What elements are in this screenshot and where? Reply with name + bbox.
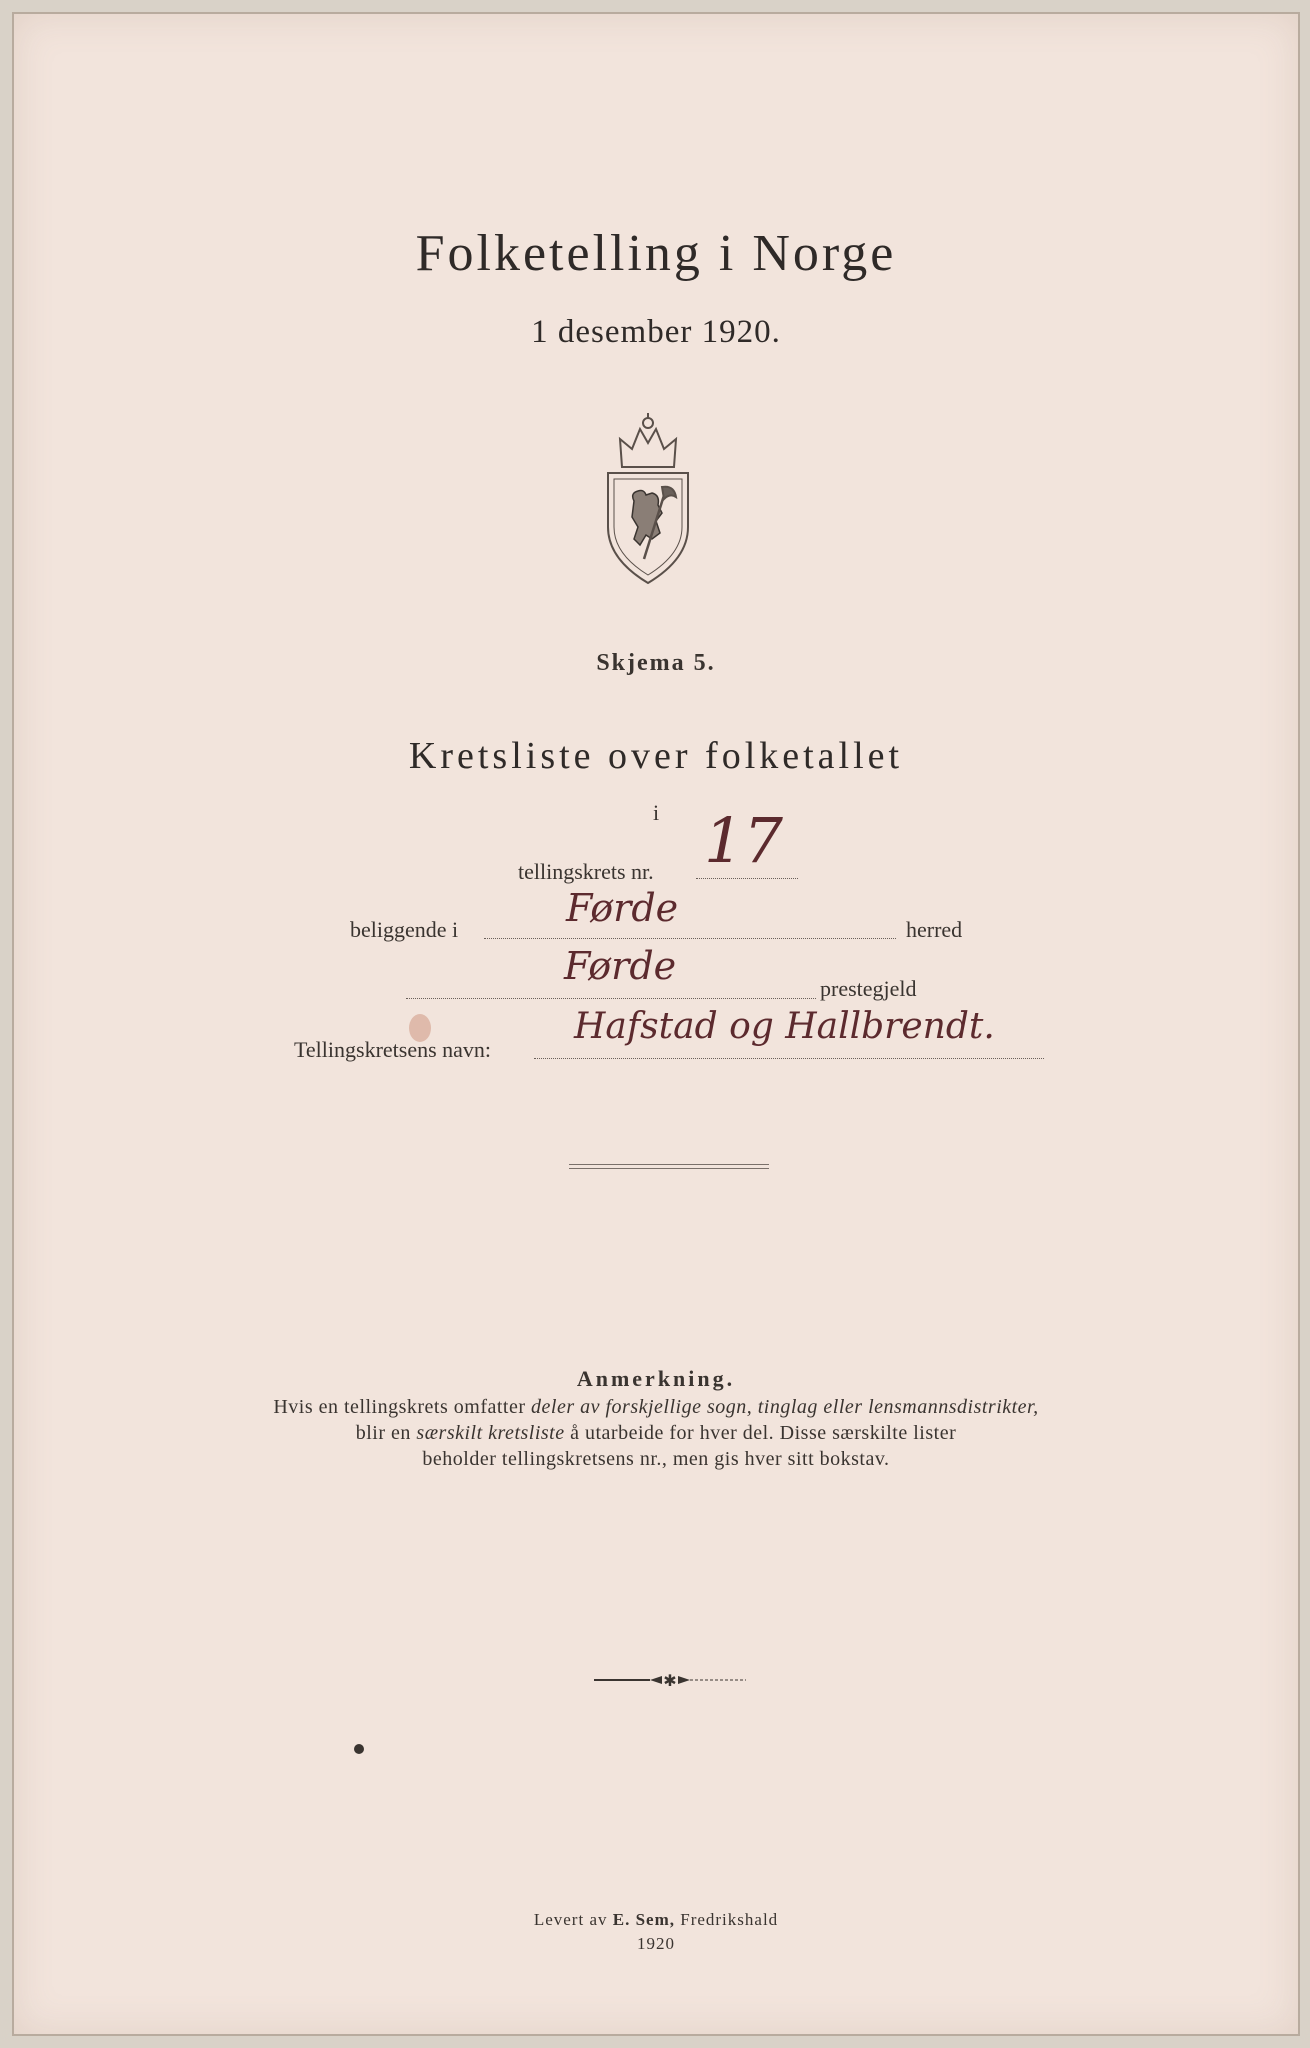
printer-year: 1920 xyxy=(637,1934,675,1953)
printer-credit xyxy=(14,1910,1298,1930)
note-line-3: beholder tellingskretsens nr., men gis hver sitt bokstav. xyxy=(422,1448,890,1470)
beliggende-label: beliggende i xyxy=(350,917,459,942)
ornament-divider-icon xyxy=(590,1670,750,1690)
krets-number-value: 17 xyxy=(704,804,783,877)
note-line-1-italic: deler av forskjellige sogn, tinglag eller lensmannsdistrikter, xyxy=(531,1396,1039,1418)
schema-number: Skjema 5. xyxy=(596,650,716,676)
norwegian-coat-of-arms-icon xyxy=(600,409,696,589)
note-line-2 xyxy=(14,1422,1298,1445)
herred-value: Førde xyxy=(566,886,679,930)
herred-label: herred xyxy=(906,917,963,942)
svg-text:✱: ✱ xyxy=(663,1671,677,1690)
census-date: 1 desember 1920. xyxy=(531,314,781,350)
divider-rule xyxy=(569,1164,769,1169)
prestegjeld-label: prestegjeld xyxy=(820,976,917,1001)
printer-prefix: Levert av xyxy=(533,1910,613,1929)
krets-name-value: Hafstad og Hallbrendt. xyxy=(574,1006,995,1047)
herred-field[interactable] xyxy=(484,912,896,939)
krets-name-label: Tellingskretsens navn: xyxy=(294,1037,492,1062)
krets-number-label: tellingskrets nr. xyxy=(518,859,654,884)
note-line-1 xyxy=(14,1396,1298,1419)
prestegjeld-value: Førde xyxy=(564,944,677,988)
printer-name: E. Sem, xyxy=(612,1910,675,1929)
form-subtitle: Kretsliste over folketallet xyxy=(408,735,904,777)
note-heading: Anmerkning. xyxy=(576,1366,736,1391)
census-form-page xyxy=(12,12,1300,2036)
ink-dot xyxy=(354,1744,364,1754)
note-line-1-text: Hvis en tellingskrets omfatter xyxy=(273,1396,532,1418)
note-line-2-text-b: å utarbeide for hver del. Disse særskilte lister xyxy=(564,1422,957,1444)
printer-place: Fredrikshald xyxy=(674,1910,779,1929)
connector-text: i xyxy=(652,800,660,825)
note-line-2-text-a: blir en xyxy=(355,1422,417,1444)
note-line-2-italic: særskilt kretsliste xyxy=(416,1422,565,1444)
page-title: Folketelling i Norge xyxy=(415,225,897,282)
